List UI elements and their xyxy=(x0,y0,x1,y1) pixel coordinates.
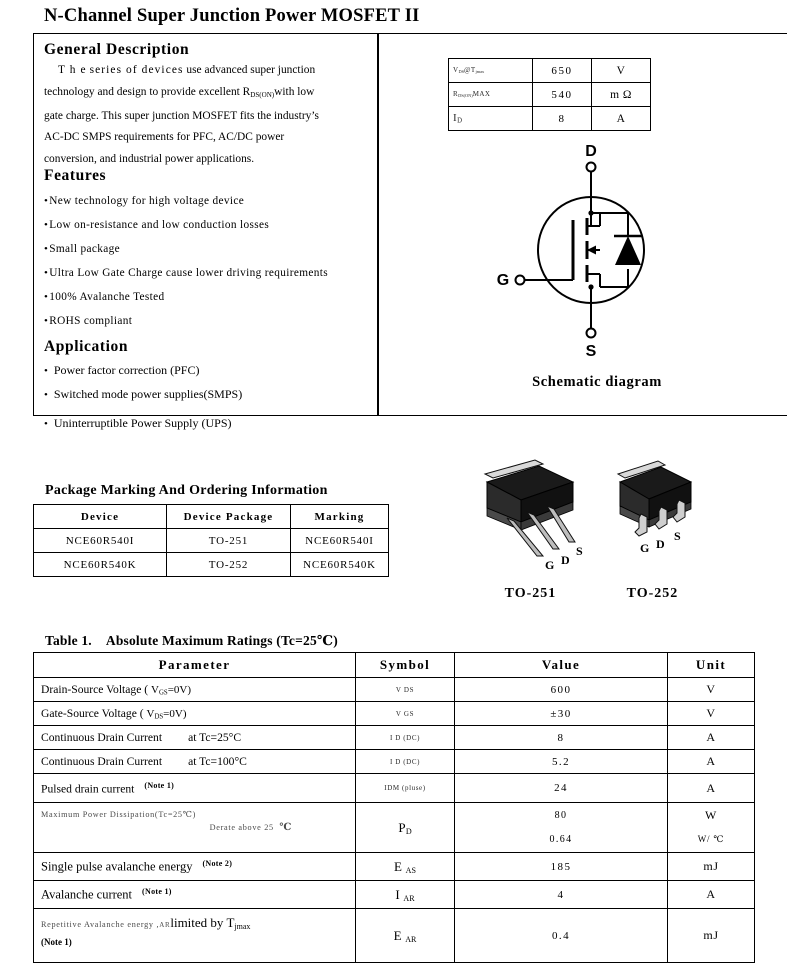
feature-item: • Small package xyxy=(44,237,374,261)
cell-symbol: E $_{AS}$ xyxy=(356,853,455,881)
cell-parameter: Pulsed drain current $^{(Note 1)}$ xyxy=(34,774,356,803)
cell-value: 80 xyxy=(455,803,668,828)
feature-item: • New technology for high voltage device xyxy=(44,189,374,213)
cell-symbol: V DS xyxy=(356,678,455,702)
column-header-unit: Unit xyxy=(668,653,755,678)
feature-item: • Ultra Low Gate Charge cause lower driving requirements xyxy=(44,261,374,285)
gd-text-8: conversion, and industrial power applications. xyxy=(44,152,255,165)
cell-symbol: I D (DC) xyxy=(356,750,455,774)
table-row xyxy=(449,107,651,131)
gd-subscript: DS(ON) xyxy=(250,90,275,99)
cell-unit: V xyxy=(668,678,755,702)
package-marking-heading: Package Marking And Ordering Information xyxy=(45,483,328,498)
cell-unit: V xyxy=(668,702,755,726)
cell-unit: W xyxy=(668,803,755,828)
cell-unit: mJ xyxy=(668,853,755,881)
gd-text-4: technology and design to provide excellent R xyxy=(44,85,251,98)
gd-text-2: series of devices xyxy=(89,64,184,76)
cell-symbol: I D (DC) xyxy=(356,726,455,750)
feature-item: • 100% Avalanche Tested xyxy=(44,285,374,309)
to252-pin-d: D xyxy=(656,537,665,551)
table-row xyxy=(34,774,755,803)
cell-value: 8 xyxy=(455,726,668,750)
application-list xyxy=(44,359,374,436)
application-item: • Power factor correction (PFC) xyxy=(44,359,374,383)
schematic-pin-gate-label: G xyxy=(496,272,510,289)
table-row xyxy=(34,909,755,963)
quickspec-value: 8 xyxy=(533,107,592,131)
table-row xyxy=(449,59,651,83)
quickspec-value: 650 xyxy=(533,59,592,83)
cell-package: TO-251 xyxy=(167,529,291,553)
cell-marking: NCE60R540I xyxy=(291,529,389,553)
page-title: N-Channel Super Junction Power MOSFET II xyxy=(44,6,420,26)
package-caption-to252: TO-252 xyxy=(626,586,679,601)
cell-parameter: Repetitive Avalanche energy ,ARlimited by $T_{jmax}$ (Note 1) xyxy=(34,909,356,963)
table-row xyxy=(34,726,755,750)
general-description-heading: General Description xyxy=(44,41,190,58)
cell-unit: mJ xyxy=(668,909,755,963)
cell-symbol: V GS xyxy=(356,702,455,726)
quickspec-unit: A xyxy=(592,107,651,131)
gd-text-7: AC-DC SMPS requirements for PFC, AC/DC power xyxy=(44,131,285,144)
cell-value: ±30 xyxy=(455,702,668,726)
cell-package: TO-252 xyxy=(167,553,291,577)
package-caption-to251: TO-251 xyxy=(504,586,557,601)
to251-pin-d: D xyxy=(561,553,570,567)
table-row xyxy=(449,83,651,107)
cell-unit: A xyxy=(668,881,755,909)
cell-symbol: $P_D$ xyxy=(356,803,455,853)
quickspec-label: $R_{DS(ON)}MAX$ xyxy=(449,83,533,107)
absolute-maximum-ratings-table xyxy=(33,652,755,963)
cell-parameter: Continuous Drain Current at Tc=100°C xyxy=(34,750,356,774)
gd-text-5: with low xyxy=(274,85,315,98)
cell-marking: NCE60R540K xyxy=(291,553,389,577)
schematic-pin-drain-label: D xyxy=(585,143,597,160)
column-header-symbol: Symbol xyxy=(356,653,455,678)
cell-parameter: Single pulse avalanche energy $^{(Note 2)}$ xyxy=(34,853,356,881)
cell-value: 5.2 xyxy=(455,750,668,774)
amr-table-number: Table 1. xyxy=(45,633,92,648)
to-252-package-icon xyxy=(618,461,691,555)
application-item: • Uninterruptible Power Supply (UPS) xyxy=(44,412,374,436)
table-row xyxy=(34,678,755,702)
cell-parameter: Drain-Source Voltage ( $V_{GS}=0V$) xyxy=(34,678,356,702)
cell-device: NCE60R540K xyxy=(34,553,167,577)
table-row xyxy=(34,529,389,553)
gd-text-1: T h e xyxy=(58,64,87,76)
cell-value: 0.4 xyxy=(455,909,668,963)
cell-value-derate: 0.64 xyxy=(455,828,668,853)
amr-heading-text: Absolute Maximum Ratings (Tc=25℃) xyxy=(105,633,338,648)
column-header-marking: Marking xyxy=(291,505,389,529)
cell-symbol: E $_{AR}$ xyxy=(356,909,455,963)
quick-spec-table xyxy=(448,58,651,131)
package-marking-table xyxy=(33,504,389,577)
cell-parameter: Continuous Drain Current at Tc=25°C xyxy=(34,726,356,750)
schematic-caption: Schematic diagram xyxy=(532,374,662,390)
gd-text-3: use advanced super junction xyxy=(186,64,316,76)
table-row xyxy=(34,553,389,577)
column-header-device-package: Device Package xyxy=(167,505,291,529)
cell-value: 185 xyxy=(455,853,668,881)
cell-parameter: Gate-Source Voltage ( $V_{DS}=0V$) xyxy=(34,702,356,726)
schematic-pin-source-label: S xyxy=(585,343,597,360)
table-row xyxy=(34,702,755,726)
package-drawings xyxy=(455,452,735,587)
column-header-parameter: Parameter xyxy=(34,653,356,678)
to-251-package-icon xyxy=(485,460,583,572)
application-heading: Application xyxy=(44,338,129,355)
features-list xyxy=(44,189,374,333)
quickspec-label: $I_D$ xyxy=(449,107,533,131)
column-header-device: Device xyxy=(34,505,167,529)
table-row xyxy=(34,853,755,881)
quickspec-unit: m Ω xyxy=(592,83,651,107)
to251-pin-s: S xyxy=(576,544,583,558)
feature-item: • Low on-resistance and low conduction losses xyxy=(44,213,374,237)
cell-unit-derate: W/ ℃ xyxy=(668,828,755,853)
quickspec-unit: V xyxy=(592,59,651,83)
cell-symbol: IDM (pluse) xyxy=(356,774,455,803)
table-header-row xyxy=(34,653,755,678)
cell-unit: A xyxy=(668,750,755,774)
table-row xyxy=(34,803,755,828)
quickspec-label: $V_{DS}@T_{jmax}$ xyxy=(449,59,533,83)
cell-value: 24 xyxy=(455,774,668,803)
cell-unit: A xyxy=(668,726,755,750)
top-section-divider xyxy=(377,33,379,416)
table-row xyxy=(34,881,755,909)
cell-device: NCE60R540I xyxy=(34,529,167,553)
mosfet-schematic-icon xyxy=(495,140,675,360)
cell-value: 4 xyxy=(455,881,668,909)
features-heading: Features xyxy=(44,167,107,184)
to252-pin-s: S xyxy=(674,529,681,543)
gd-text-6: gate charge. This super junction MOSFET fits the industry’s xyxy=(44,109,319,122)
column-header-value: Value xyxy=(455,653,668,678)
application-item: • Switched mode power supplies(SMPS) xyxy=(44,383,374,407)
feature-item: • ROHS compliant xyxy=(44,309,374,333)
cell-symbol: I $_{AR}$ xyxy=(356,881,455,909)
table-header-row xyxy=(34,505,389,529)
to252-pin-g: G xyxy=(640,541,650,555)
cell-unit: A xyxy=(668,774,755,803)
cell-value: 600 xyxy=(455,678,668,702)
quickspec-value: 540 xyxy=(533,83,592,107)
to251-pin-g: G xyxy=(545,558,555,572)
general-description-body xyxy=(44,60,364,170)
amr-heading xyxy=(45,633,338,649)
cell-parameter: Avalanche current $^{(Note 1)}$ xyxy=(34,881,356,909)
cell-parameter: Maximum Power Dissipation(Tc=25℃) Derate above 25 ℃ xyxy=(34,803,356,853)
table-row xyxy=(34,750,755,774)
